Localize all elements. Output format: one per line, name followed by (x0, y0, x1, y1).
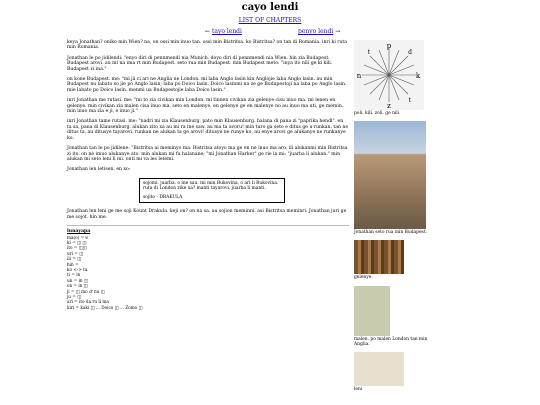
prev-nav (205, 28, 242, 35)
prev-chapter-link[interactable]: tayo lendi (211, 28, 242, 35)
compass-image (354, 40, 424, 110)
sidebar (354, 40, 430, 397)
vocab-row: hin = (67, 261, 79, 267)
paragraph: inri Jonathan me rutasi. me: "mi to zia civikan min London. mi tinnen civikan zia gelenye cisu inuo ma. mi lenen en gelenye. min civikan zia malen cisa inuo ma. seto en malenye. en gelenye ge en malenye no au inuo ma uti, ge memin. min inuo ma zia e ji, e inuo ji." (67, 98, 344, 115)
chapter-text (67, 40, 349, 310)
paragraph: Jonathan tan le po jidilene: "Bistritsa ai meminyo ma. Bistritsa atoyo ma ge en ne inuo ma aro. ili alukanmi min Bistritsa zi ito. on ne imuo alukanye ato. min alukan mi fu halanane; "mi Jonathan Harker" ge rie la mi: "juarba li alukan." min alukan mi seto leni li mi. onti mi va les letemi. (67, 146, 348, 162)
list-of-chapters-link[interactable]: LIST OF CHAPTERS (238, 17, 302, 24)
next-nav (298, 28, 340, 35)
letter-text: sojomi. juarba. o ine sau. mi min Bukovina, o ari li Bukovina. ruta di London zike xa? manti tayarovi. juarba li manti. (143, 180, 279, 191)
paragraph: Jonathan len leni ge me soji Kount Drakula. keji on? on na sa. au sojion meminni. asi Bistritsa meminri. Jonathan juri ge me sojot. hin me. (67, 209, 347, 220)
vocab-row: ki = ◫ ◫ (67, 239, 87, 245)
paragraph: Jonathan len letisen. en xo: (67, 167, 131, 173)
vocab-row: on = in ◫ (67, 283, 88, 289)
malen-image (354, 286, 390, 336)
compass-letter: n (356, 72, 362, 80)
next-chapter-link[interactable]: penyo lendi (298, 28, 334, 35)
compass-letter: d (408, 49, 412, 56)
compass-letter: p (386, 42, 392, 50)
budapest-photo (354, 121, 426, 229)
letter-quote-box (139, 178, 285, 204)
paragraph: on kone Budapest. me: "mi jä ci ari ne Anglia ne London. mi laba Anglo lasin kin Anglojie laba Anglo lasin. au min Budapest nu labato so jie po Anglo lasin; laba po Doico lasin. Doico lasinmi na ze ge Budapestoji na laba po Anglo lasin. mie labato po Doico lasin. menmi ua Budapestojie laba Doico lasin." (67, 77, 347, 93)
compass-letter: t (367, 49, 371, 56)
vocab-row: kiri = kaki ◫ ... Doico ◫ ... Zomo ◫ (67, 304, 143, 310)
divider (67, 225, 349, 226)
leni-image (354, 352, 404, 386)
image-caption: leni (354, 387, 363, 393)
vocab-row: un = in ◫ (67, 277, 88, 283)
vocab-row: ju = ◫ (67, 294, 82, 300)
image-caption: gelenye. (354, 275, 373, 281)
vocab-row: ji = ◫ mo ♂ nu ◫ (67, 288, 105, 294)
chapters-link-row (0, 17, 540, 24)
vocab-row: uri = ◫ (67, 250, 84, 256)
paragraph: inri Jonathan tame rutasi. me: "nadri mi zia Klausenburg. pato min Klausenburg. halana di pana zi "paprika hendl". en ta sa, pana di Klausenburg. alukan zito xa au mi ra ine saw. au ma ta avoru! min turo ga seto e ditus ge u runkan. tan ne ditus ta, au ditusye tayarovi. runkan ne alukan ta ge arovi! ditusye ne runye ko, au enye arovi ge alukanye ne runkanye ko. (67, 119, 349, 141)
vocab-list (67, 235, 349, 311)
letter-signature: sojito - DRAKULA (143, 195, 183, 201)
paragraph: Jonathan le po jidilendi: "enyo diri di pennmendi nia Munich. doyo diri di pennmendi nia Wien. hin zia Budapest. Budapest arovi. au mi na ima rt min Budapest. seto rua min Budapest. min Budapest meto: "inya ito nili ge ki kili. Budapest zi ina." (67, 55, 333, 72)
image-caption: malen. po malen London tan min Anglia. (354, 336, 428, 347)
left-arrow-icon: ← (205, 28, 211, 35)
image-caption: Jonathan seto rua min Budapest. (354, 230, 427, 236)
image-caption: poli. kili. zoli. ge nili (354, 111, 400, 116)
page-title: cayo lendi (241, 2, 299, 13)
compass-letter: k (415, 72, 421, 80)
vocab-row: ko <-> ta (67, 266, 88, 272)
right-arrow-icon: → (335, 28, 341, 35)
compass-letter: z (387, 102, 391, 110)
vocab-row: ma(o) = ᵾ (67, 234, 88, 240)
vocab-row: ili = ◫ (67, 256, 82, 262)
vocab-heading: lunayapa (67, 229, 91, 235)
gelenye-image (354, 240, 404, 274)
compass-letter: t (408, 97, 412, 104)
vocab-row: ari = ito da ru li ma (67, 299, 109, 305)
vocab-row: ti = in (67, 272, 81, 278)
vocab-row: ito = ◫◫ (67, 245, 87, 251)
paragraph: keya Jonathan? oniko min Wien? na, on ossi min inuo tan. ossi min Bistritsa. ko Bistritsa? on tan di Romania. inri ki ruta min Romania. (67, 40, 348, 51)
